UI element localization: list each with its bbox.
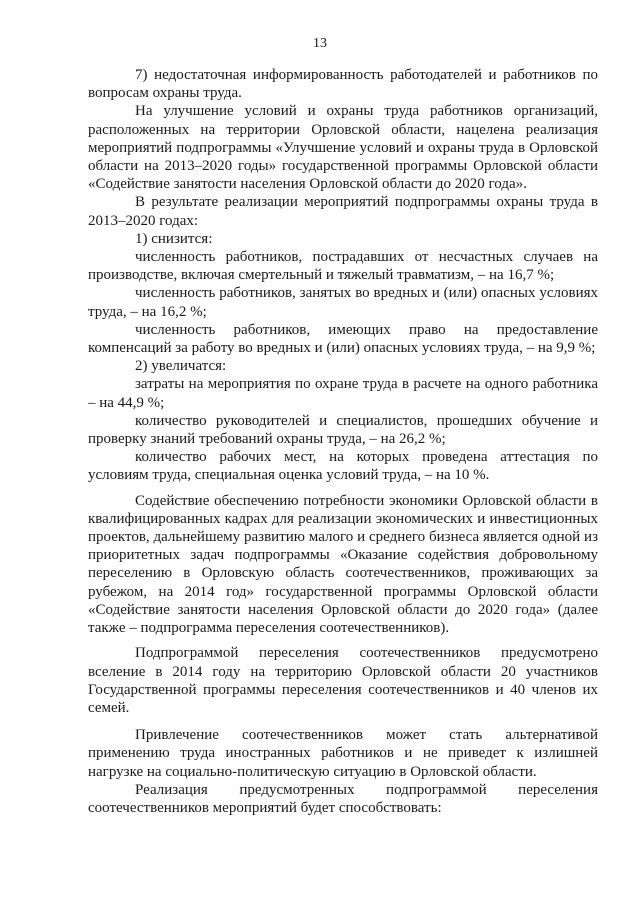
list-item-compensation-right: численность работников, имеющих право на предоставление компенсаций за работу во вредных и (или) опасных условиях труда, – на 9,9 %;	[88, 321, 598, 357]
list-item-trained-managers: количество руководителей и специалистов, прошедших обучение и проверку знаний требований охраны труда, – на 26,2 %;	[88, 412, 598, 448]
paragraph-measures-lead-in: Реализация предусмотренных подпрограммой переселения соотечественников мероприятий будет способствовать:	[88, 781, 598, 816]
body-text	[88, 66, 598, 817]
paragraph-compatriots-alternative: Привлечение соотечественников может стать альтернативой применению труда иностранных работников и не приведет к излишней нагрузке на социально-политическую ситуацию в Орловской области.	[88, 727, 598, 780]
list-heading-decrease: 1) снизится:	[135, 230, 213, 247]
paragraph-subprogram-intro: На улучшение условий и охраны труда работников организаций, расположенных на территории Орловской области, нацелена реализация мероприятий подпрограммы «Улучшение условий и охраны труда в Орловской области на 2013–2020 годы» государственной программы Орловской области «Содействие занятости населения Орловской области до 2020 года».	[88, 103, 598, 193]
paragraph-results-intro: В результате реализации мероприятий подпрограммы охраны труда в 2013–2020 годах:	[88, 194, 598, 229]
list-item-safety-costs: затраты на мероприятия по охране труда в расчете на одного работника – на 44,9 %;	[88, 376, 598, 411]
page-number: 13	[313, 36, 327, 51]
paragraph-resettlement-quota: Подпрограммой переселения соотечественников предусмотрено вселение в 2014 году на территорию Орловской области 20 участников Государственной программы переселения соотечественников и 40 членов их семей.	[88, 645, 598, 716]
paragraph-risk-item-7: 7) недостаточная информированность работодателей и работников по вопросам охраны труда.	[88, 67, 598, 102]
list-heading-increase: 2) увеличатся:	[135, 358, 227, 375]
list-item-certified-workplaces: количество рабочих мест, на которых проведена аттестация по условиям труда, специальная оценка условий труда, – на 10 %.	[88, 449, 598, 484]
paragraph-resettlement-priority: Содействие обеспечению потребности экономики Орловской области в квалифицированных кадрах для реализации экономических и инвестиционных проектов, дальнейшему развитию малого и среднего бизнеса является одной из приоритетных задач подпрограммы «Оказание содействия добровольному переселению в Орловскую область соотечественников, проживающих за рубежом, на 2014 год» государственной программы Орловской области «Содействие занятости населения Орловской области до 2020 года» (далее также – подпрограмма переселения соотечественников).	[88, 492, 598, 637]
list-item-hazardous-conditions: численность работников, занятых во вредных и (или) опасных условиях труда, – на 16,2 %;	[88, 285, 598, 320]
list-item-injured-workers: численность работников, пострадавших от несчастных случаев на производстве, включая смертельный и тяжелый травматизм, – на 16,7 %;	[88, 249, 598, 284]
